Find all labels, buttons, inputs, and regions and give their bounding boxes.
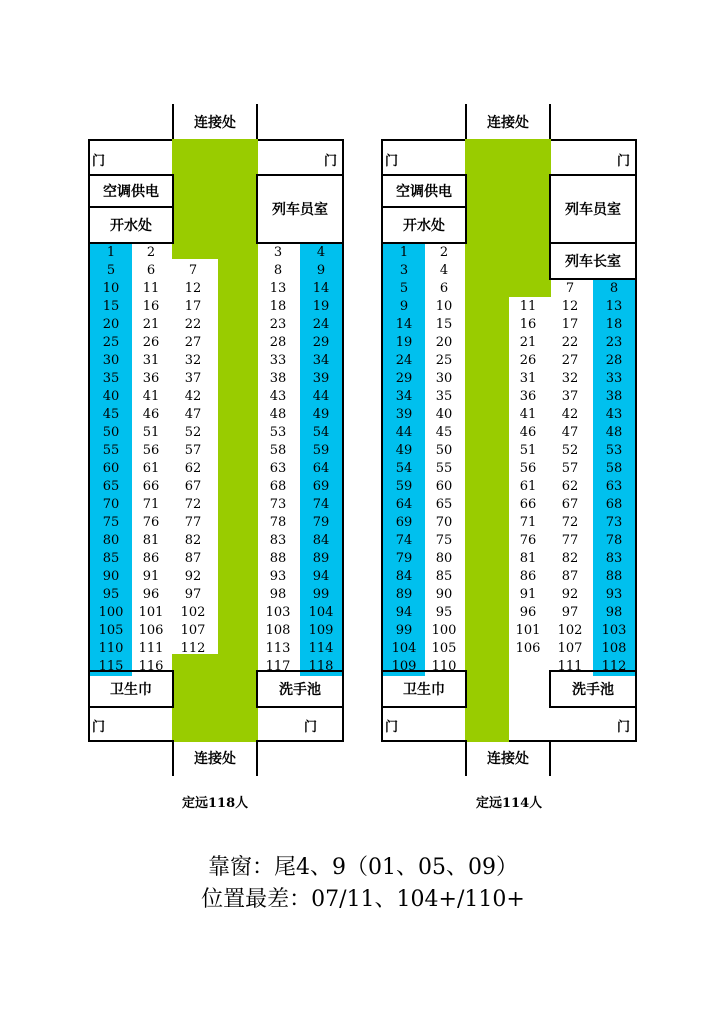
seat-57: 57 — [184, 443, 202, 458]
seat-3: 3 — [383, 262, 425, 280]
seat-78: 78 — [593, 532, 635, 550]
seat-20: 20 — [90, 316, 132, 334]
seat-41: 41 — [519, 407, 537, 422]
seat-11: 11 — [519, 299, 537, 314]
seat-42: 42 — [184, 389, 202, 404]
seat-114: 114 — [300, 640, 342, 658]
car-1-ac-power-label: 空调供电 — [103, 184, 159, 200]
car-1-door-bottom-right: 门 — [304, 720, 318, 735]
seat-105: 105 — [90, 622, 132, 640]
seat-36: 36 — [142, 371, 160, 386]
seat-41: 41 — [142, 389, 160, 404]
seat-102: 102 — [180, 605, 206, 620]
seat-95: 95 — [435, 605, 453, 620]
seat-112: 112 — [593, 658, 635, 676]
seat-90: 90 — [435, 587, 453, 602]
seat-1: 1 — [383, 244, 425, 262]
seat-30: 30 — [435, 371, 453, 386]
seat-73: 73 — [269, 497, 287, 512]
car-2-water-label: 开水处 — [403, 218, 445, 234]
seat-13: 13 — [593, 298, 635, 316]
seat-65: 65 — [435, 497, 453, 512]
seat-82: 82 — [184, 533, 202, 548]
seat-21: 21 — [519, 335, 537, 350]
seat-85: 85 — [435, 569, 453, 584]
seat-74: 74 — [300, 496, 342, 514]
seat-31: 31 — [142, 353, 160, 368]
seat-18: 18 — [269, 299, 287, 314]
seat-108: 108 — [593, 640, 635, 658]
seat-86: 86 — [519, 569, 537, 584]
seat-71: 71 — [519, 515, 537, 530]
seat-19: 19 — [300, 298, 342, 316]
car-1-seat-area — [88, 244, 344, 676]
seat-53: 53 — [269, 425, 287, 440]
seat-44: 44 — [300, 388, 342, 406]
seat-78: 78 — [269, 515, 287, 530]
seat-47: 47 — [184, 407, 202, 422]
seat-56: 56 — [519, 461, 537, 476]
seat-69: 69 — [383, 514, 425, 532]
seat-33: 33 — [269, 353, 287, 368]
seat-7: 7 — [188, 263, 198, 278]
seat-50: 50 — [435, 443, 453, 458]
car-2-diagram — [381, 104, 637, 776]
seat-94: 94 — [300, 568, 342, 586]
seat-34: 34 — [300, 352, 342, 370]
seat-99: 99 — [300, 586, 342, 604]
seat-34: 34 — [383, 388, 425, 406]
seat-27: 27 — [184, 335, 202, 350]
seat-104: 104 — [300, 604, 342, 622]
seat-98: 98 — [269, 587, 287, 602]
seat-100: 100 — [90, 604, 132, 622]
seat-96: 96 — [519, 605, 537, 620]
seat-105: 105 — [431, 641, 457, 656]
car-2-capacity: 定远114人 — [476, 796, 543, 811]
seat-5: 5 — [383, 280, 425, 298]
seat-73: 73 — [593, 514, 635, 532]
seat-68: 68 — [593, 496, 635, 514]
seat-67: 67 — [184, 479, 202, 494]
seat-87: 87 — [184, 551, 202, 566]
seat-38: 38 — [269, 371, 287, 386]
seat-25: 25 — [90, 334, 132, 352]
seat-89: 89 — [383, 586, 425, 604]
seat-52: 52 — [561, 443, 579, 458]
seat-90: 90 — [90, 568, 132, 586]
seat-55: 55 — [435, 461, 453, 476]
seat-98: 98 — [593, 604, 635, 622]
seat-101: 101 — [138, 605, 164, 620]
seat-21: 21 — [142, 317, 160, 332]
seat-15: 15 — [90, 298, 132, 316]
seat-66: 66 — [519, 497, 537, 512]
seat-107: 107 — [180, 623, 206, 638]
seat-36: 36 — [519, 389, 537, 404]
car-1-crew-room-label: 列车员室 — [272, 202, 328, 218]
seat-31: 31 — [519, 371, 537, 386]
seat-91: 91 — [519, 587, 537, 602]
seat-30: 30 — [90, 352, 132, 370]
seat-81: 81 — [519, 551, 537, 566]
seat-28: 28 — [269, 335, 287, 350]
seat-110: 110 — [431, 659, 457, 674]
seat-71: 71 — [142, 497, 160, 512]
seat-35: 35 — [90, 370, 132, 388]
car-2-door-top-left: 门 — [385, 154, 399, 169]
seat-62: 62 — [184, 461, 202, 476]
seat-4: 4 — [300, 244, 342, 262]
seat-74: 74 — [383, 532, 425, 550]
seat-103: 103 — [593, 622, 635, 640]
seat-56: 56 — [142, 443, 160, 458]
seat-111: 111 — [557, 659, 583, 674]
seat-111: 111 — [138, 641, 164, 656]
car-1-capacity: 定远118人 — [182, 796, 249, 811]
car-2-seat-area — [381, 244, 637, 676]
seat-2: 2 — [146, 245, 156, 260]
seat-118: 118 — [300, 658, 342, 676]
seat-24: 24 — [383, 352, 425, 370]
seat-81: 81 — [142, 533, 160, 548]
seat-55: 55 — [90, 442, 132, 460]
seat-87: 87 — [561, 569, 579, 584]
seat-49: 49 — [383, 442, 425, 460]
seat-52: 52 — [184, 425, 202, 440]
seat-63: 63 — [593, 478, 635, 496]
seat-3: 3 — [273, 245, 283, 260]
note-window-seats: 靠窗：尾4、9（01、05、09） — [208, 855, 518, 880]
seat-110: 110 — [90, 640, 132, 658]
seat-35: 35 — [435, 389, 453, 404]
seat-76: 76 — [519, 533, 537, 548]
seat-39: 39 — [383, 406, 425, 424]
seat-75: 75 — [435, 533, 453, 548]
car-1-diagram — [88, 104, 344, 776]
seat-12: 12 — [561, 299, 579, 314]
seat-83: 83 — [269, 533, 287, 548]
seat-23: 23 — [593, 334, 635, 352]
seat-76: 76 — [142, 515, 160, 530]
seat-42: 42 — [561, 407, 579, 422]
note-worst-seats: 位置最差：07/11、104+/110+ — [201, 887, 525, 912]
seat-80: 80 — [90, 532, 132, 550]
seat-29: 29 — [383, 370, 425, 388]
seat-106: 106 — [138, 623, 164, 638]
seat-18: 18 — [593, 316, 635, 334]
seat-102: 102 — [557, 623, 583, 638]
seat-4: 4 — [439, 263, 449, 278]
car-2-bottom-connection-label: 连接处 — [487, 751, 529, 767]
seat-89: 89 — [300, 550, 342, 568]
seat-48: 48 — [593, 424, 635, 442]
seat-59: 59 — [300, 442, 342, 460]
seat-112: 112 — [180, 641, 206, 656]
seat-22: 22 — [184, 317, 202, 332]
car-1-sink-label: 洗手池 — [279, 682, 321, 698]
seat-113: 113 — [265, 641, 291, 656]
seat-77: 77 — [561, 533, 579, 548]
car-1-corridor-top — [172, 139, 258, 259]
seat-79: 79 — [383, 550, 425, 568]
car-2-sink-label: 洗手池 — [572, 682, 614, 698]
seat-97: 97 — [184, 587, 202, 602]
seat-46: 46 — [519, 425, 537, 440]
seat-27: 27 — [561, 353, 579, 368]
seat-88: 88 — [593, 568, 635, 586]
seat-60: 60 — [90, 460, 132, 478]
seat-8: 8 — [593, 280, 635, 298]
seat-101: 101 — [515, 623, 541, 638]
seat-9: 9 — [383, 298, 425, 316]
seat-61: 61 — [142, 461, 160, 476]
seat-23: 23 — [269, 317, 287, 332]
car-2-top-connection-label: 连接处 — [487, 115, 529, 131]
seat-6: 6 — [439, 281, 449, 296]
seat-68: 68 — [269, 479, 287, 494]
seat-72: 72 — [184, 497, 202, 512]
seat-57: 57 — [561, 461, 579, 476]
seat-43: 43 — [593, 406, 635, 424]
seat-33: 33 — [593, 370, 635, 388]
seat-40: 40 — [90, 388, 132, 406]
seat-20: 20 — [435, 335, 453, 350]
seat-70: 70 — [90, 496, 132, 514]
seat-38: 38 — [593, 388, 635, 406]
seat-17: 17 — [184, 299, 202, 314]
seat-64: 64 — [300, 460, 342, 478]
seat-49: 49 — [300, 406, 342, 424]
seat-22: 22 — [561, 335, 579, 350]
seat-70: 70 — [435, 515, 453, 530]
seat-72: 72 — [561, 515, 579, 530]
seat-12: 12 — [184, 281, 202, 296]
seat-5: 5 — [90, 262, 132, 280]
seat-54: 54 — [300, 424, 342, 442]
seat-2: 2 — [439, 245, 449, 260]
seat-11: 11 — [142, 281, 160, 296]
seat-94: 94 — [383, 604, 425, 622]
seat-53: 53 — [593, 442, 635, 460]
seat-47: 47 — [561, 425, 579, 440]
car-2-door-bottom-right: 门 — [617, 720, 631, 735]
seat-85: 85 — [90, 550, 132, 568]
seat-103: 103 — [265, 605, 291, 620]
seat-51: 51 — [519, 443, 537, 458]
seat-50: 50 — [90, 424, 132, 442]
seat-109: 109 — [383, 658, 425, 676]
seat-88: 88 — [269, 551, 287, 566]
seat-65: 65 — [90, 478, 132, 496]
car-1-bottom-connection-label: 连接处 — [194, 751, 236, 767]
seat-14: 14 — [383, 316, 425, 334]
seat-75: 75 — [90, 514, 132, 532]
seat-28: 28 — [593, 352, 635, 370]
seat-1: 1 — [90, 244, 132, 262]
seat-60: 60 — [435, 479, 453, 494]
seat-26: 26 — [519, 353, 537, 368]
seat-43: 43 — [269, 389, 287, 404]
seat-44: 44 — [383, 424, 425, 442]
seat-86: 86 — [142, 551, 160, 566]
seat-95: 95 — [90, 586, 132, 604]
seat-51: 51 — [142, 425, 160, 440]
seat-63: 63 — [269, 461, 287, 476]
seat-9: 9 — [300, 262, 342, 280]
seat-106: 106 — [515, 641, 541, 656]
seat-67: 67 — [561, 497, 579, 512]
seat-91: 91 — [142, 569, 160, 584]
seat-16: 16 — [142, 299, 160, 314]
car-1-door-top-right: 门 — [324, 154, 338, 169]
seat-109: 109 — [300, 622, 342, 640]
seat-15: 15 — [435, 317, 453, 332]
seat-93: 93 — [269, 569, 287, 584]
car-2-ac-power-label: 空调供电 — [396, 184, 452, 200]
seat-100: 100 — [431, 623, 457, 638]
seat-8: 8 — [273, 263, 283, 278]
seat-61: 61 — [519, 479, 537, 494]
seat-80: 80 — [435, 551, 453, 566]
car-1-toilet-label: 卫生巾 — [110, 682, 152, 698]
seat-46: 46 — [142, 407, 160, 422]
seat-37: 37 — [561, 389, 579, 404]
seat-69: 69 — [300, 478, 342, 496]
seat-37: 37 — [184, 371, 202, 386]
seat-48: 48 — [269, 407, 287, 422]
seat-115: 115 — [90, 658, 132, 676]
car-2-toilet-label: 卫生巾 — [403, 682, 445, 698]
seat-93: 93 — [593, 586, 635, 604]
seat-96: 96 — [142, 587, 160, 602]
seat-29: 29 — [300, 334, 342, 352]
seat-107: 107 — [557, 641, 583, 656]
car-1-door-bottom-left: 门 — [92, 720, 106, 735]
car-2-conductor-room-label: 列车长室 — [565, 254, 621, 270]
seat-32: 32 — [561, 371, 579, 386]
seat-58: 58 — [269, 443, 287, 458]
seat-45: 45 — [90, 406, 132, 424]
seat-26: 26 — [142, 335, 160, 350]
seat-108: 108 — [265, 623, 291, 638]
seat-16: 16 — [519, 317, 537, 332]
seat-14: 14 — [300, 280, 342, 298]
seat-84: 84 — [383, 568, 425, 586]
seat-58: 58 — [593, 460, 635, 478]
seat-82: 82 — [561, 551, 579, 566]
car-1-door-top-left: 门 — [92, 154, 106, 169]
car-2-door-bottom-left: 门 — [385, 720, 399, 735]
seat-117: 117 — [265, 659, 291, 674]
seat-84: 84 — [300, 532, 342, 550]
seat-32: 32 — [184, 353, 202, 368]
seat-17: 17 — [561, 317, 579, 332]
seat-40: 40 — [435, 407, 453, 422]
seat-79: 79 — [300, 514, 342, 532]
seat-10: 10 — [90, 280, 132, 298]
car-2-crew-room-label: 列车员室 — [565, 202, 621, 218]
seat-104: 104 — [383, 640, 425, 658]
seat-92: 92 — [561, 587, 579, 602]
seat-66: 66 — [142, 479, 160, 494]
seat-77: 77 — [184, 515, 202, 530]
seat-19: 19 — [383, 334, 425, 352]
seat-39: 39 — [300, 370, 342, 388]
seat-92: 92 — [184, 569, 202, 584]
seat-45: 45 — [435, 425, 453, 440]
seat-13: 13 — [269, 281, 287, 296]
seat-64: 64 — [383, 496, 425, 514]
seat-24: 24 — [300, 316, 342, 334]
car-1-water-label: 开水处 — [110, 218, 152, 234]
car-2-door-top-right: 门 — [617, 154, 631, 169]
seat-99: 99 — [383, 622, 425, 640]
seat-6: 6 — [146, 263, 156, 278]
seat-62: 62 — [561, 479, 579, 494]
seat-83: 83 — [593, 550, 635, 568]
seat-10: 10 — [435, 299, 453, 314]
seat-54: 54 — [383, 460, 425, 478]
seat-97: 97 — [561, 605, 579, 620]
seat-25: 25 — [435, 353, 453, 368]
seat-59: 59 — [383, 478, 425, 496]
car-1-top-connection-label: 连接处 — [194, 115, 236, 131]
seat-7: 7 — [565, 281, 575, 296]
seat-116: 116 — [138, 659, 164, 674]
